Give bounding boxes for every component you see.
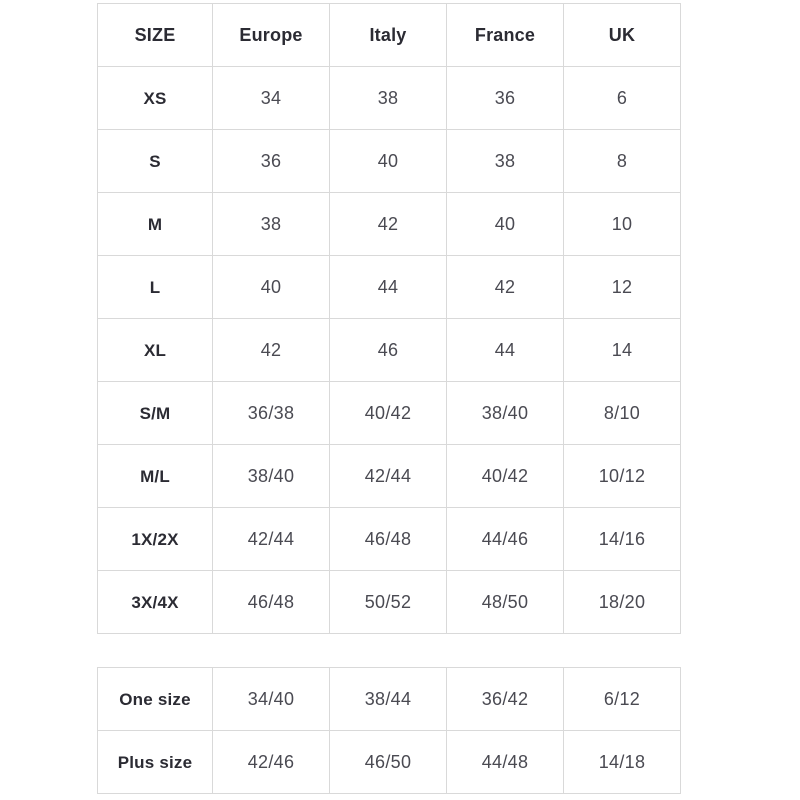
size-value-cell: 12: [564, 256, 681, 319]
table-row: [98, 67, 681, 130]
size-value-cell: 40: [330, 130, 447, 193]
size-value-cell: 38/40: [213, 445, 330, 508]
column-header: UK: [564, 4, 681, 67]
size-value-cell: 46/50: [330, 731, 447, 794]
size-value-cell: 42: [330, 193, 447, 256]
size-value-cell: 42: [447, 256, 564, 319]
size-value-cell: 46/48: [213, 571, 330, 634]
size-label-cell: XS: [98, 67, 213, 130]
special-sizes-table: [97, 667, 681, 794]
table-row: [98, 193, 681, 256]
size-value-cell: 40: [447, 193, 564, 256]
size-value-cell: 14/16: [564, 508, 681, 571]
size-value-cell: 44/46: [447, 508, 564, 571]
size-value-cell: 46: [330, 319, 447, 382]
size-label-cell: M: [98, 193, 213, 256]
column-header: Europe: [213, 4, 330, 67]
table-row: [98, 668, 681, 731]
special-sizes-table-body: [98, 668, 681, 794]
table-row: [98, 731, 681, 794]
table-row: [98, 130, 681, 193]
size-value-cell: 42/44: [213, 508, 330, 571]
size-value-cell: 44: [330, 256, 447, 319]
size-value-cell: 6: [564, 67, 681, 130]
size-value-cell: 38: [213, 193, 330, 256]
size-value-cell: 36/42: [447, 668, 564, 731]
size-value-cell: 34: [213, 67, 330, 130]
size-label-cell: XL: [98, 319, 213, 382]
size-value-cell: 36: [447, 67, 564, 130]
column-header: Italy: [330, 4, 447, 67]
size-value-cell: 10: [564, 193, 681, 256]
table-row: [98, 445, 681, 508]
size-value-cell: 14/18: [564, 731, 681, 794]
size-value-cell: 40/42: [447, 445, 564, 508]
size-value-cell: 10/12: [564, 445, 681, 508]
size-value-cell: 38: [447, 130, 564, 193]
size-label-cell: 1X/2X: [98, 508, 213, 571]
table-row: [98, 319, 681, 382]
size-value-cell: 6/12: [564, 668, 681, 731]
size-value-cell: 46/48: [330, 508, 447, 571]
size-value-cell: 38/44: [330, 668, 447, 731]
size-value-cell: 50/52: [330, 571, 447, 634]
size-value-cell: 38/40: [447, 382, 564, 445]
size-label-cell: Plus size: [98, 731, 213, 794]
table-row: [98, 571, 681, 634]
size-table-body: [98, 67, 681, 634]
table-row: [98, 256, 681, 319]
header-row: [98, 4, 681, 67]
size-value-cell: 34/40: [213, 668, 330, 731]
size-value-cell: 38: [330, 67, 447, 130]
size-value-cell: 42/44: [330, 445, 447, 508]
size-value-cell: 40: [213, 256, 330, 319]
size-value-cell: 40/42: [330, 382, 447, 445]
size-value-cell: 48/50: [447, 571, 564, 634]
size-value-cell: 36: [213, 130, 330, 193]
column-header: SIZE: [98, 4, 213, 67]
size-conversion-table: [97, 3, 681, 634]
size-value-cell: 8/10: [564, 382, 681, 445]
size-label-cell: 3X/4X: [98, 571, 213, 634]
size-value-cell: 44: [447, 319, 564, 382]
size-label-cell: S: [98, 130, 213, 193]
size-value-cell: 44/48: [447, 731, 564, 794]
size-label-cell: L: [98, 256, 213, 319]
size-value-cell: 36/38: [213, 382, 330, 445]
size-value-cell: 8: [564, 130, 681, 193]
size-label-cell: S/M: [98, 382, 213, 445]
size-value-cell: 42/46: [213, 731, 330, 794]
size-label-cell: One size: [98, 668, 213, 731]
size-value-cell: 14: [564, 319, 681, 382]
table-row: [98, 508, 681, 571]
size-value-cell: 42: [213, 319, 330, 382]
size-label-cell: M/L: [98, 445, 213, 508]
column-header: France: [447, 4, 564, 67]
size-value-cell: 18/20: [564, 571, 681, 634]
table-row: [98, 382, 681, 445]
size-table-header: [98, 4, 681, 67]
